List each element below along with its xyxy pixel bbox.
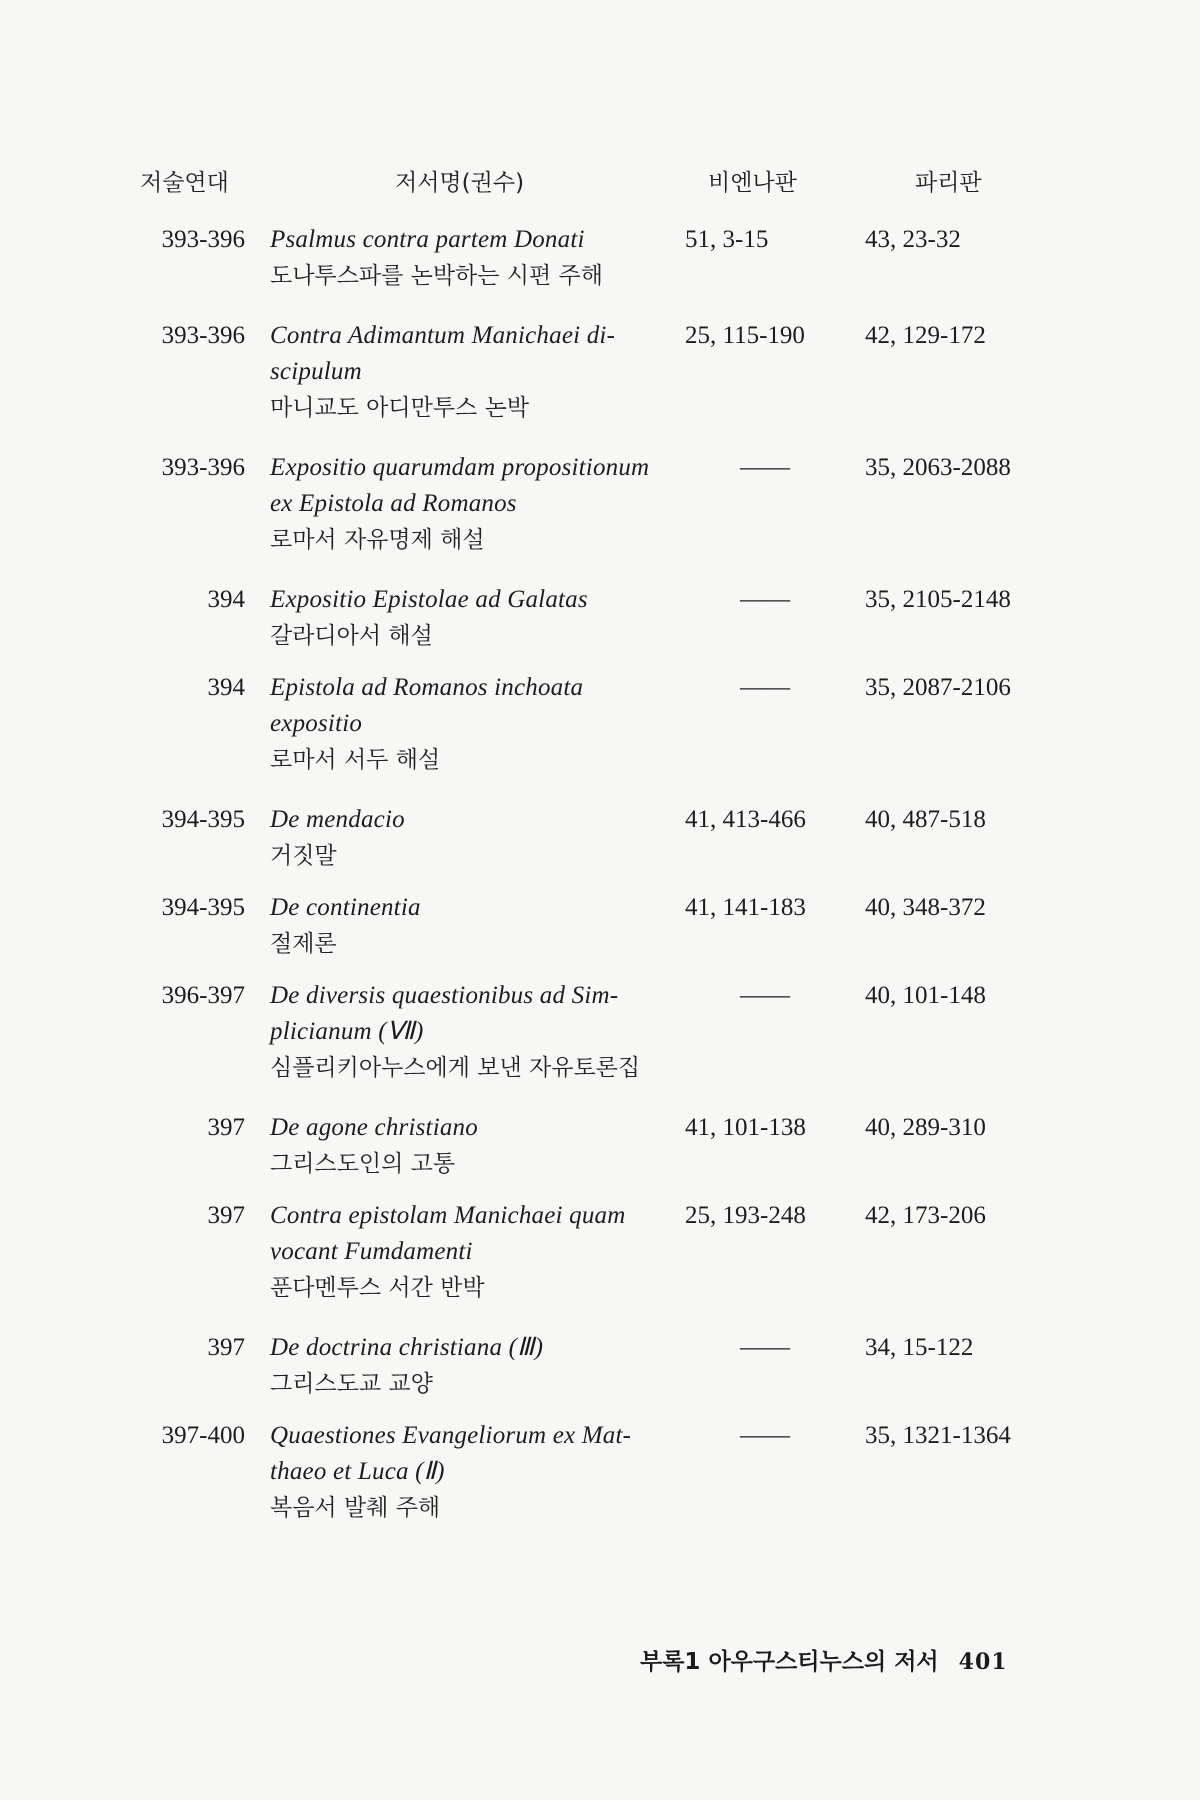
table-row: [0, 222, 1200, 289]
table-row: [0, 978, 1200, 1081]
entry-korean-title: 거짓말: [270, 843, 337, 869]
entry-korean-title: 마니교도 아디만투스 논박: [270, 395, 530, 421]
header-paris-edition: 파리판: [915, 170, 982, 196]
entry-korean-title: 그리스도인의 고통: [270, 1151, 456, 1177]
entry-latin-title: De diversis quaestionibus ad Sim- plicianum (Ⅶ): [270, 982, 619, 1045]
header-year: 저술연대: [140, 170, 229, 196]
entry-year: 396-397: [161, 982, 245, 1009]
table-row: [0, 1198, 1200, 1301]
entry-title: [270, 978, 690, 1086]
entry-title: [270, 318, 690, 426]
entry-korean-title: 푼다멘투스 서간 반박: [270, 1275, 485, 1301]
entry-paris-ref: 42, 173-206: [865, 1202, 986, 1229]
entry-korean-title: 절제론: [270, 931, 337, 957]
entry-year: 394: [207, 586, 245, 613]
entry-latin-title: Epistola ad Romanos inchoata expositio: [270, 674, 584, 737]
entry-title: [270, 670, 690, 778]
entry-latin-title: Contra epistolam Manichaei quam vocant Fumdamenti: [270, 1202, 626, 1265]
entry-year: 397: [207, 1114, 245, 1141]
entry-year: 393-396: [161, 226, 245, 253]
entry-title: [270, 450, 690, 558]
entry-paris-ref: 43, 23-32: [865, 226, 961, 253]
entry-korean-title: 그리스도교 교양: [270, 1371, 433, 1397]
entry-title: [270, 1418, 690, 1526]
entry-title: [270, 1330, 690, 1402]
header-vienna-edition: 비엔나판: [708, 170, 797, 196]
page-footer: [640, 1643, 1008, 1676]
entry-latin-title: Expositio Epistolae ad Galatas: [270, 586, 588, 613]
entry-year: 393-396: [161, 454, 245, 481]
entry-year: 394-395: [161, 894, 245, 921]
entry-title: [270, 222, 690, 294]
table-row: [0, 802, 1200, 869]
entry-vienna-ref: ——: [740, 454, 790, 481]
entry-year: 393-396: [161, 322, 245, 349]
entry-latin-title: De continentia: [270, 894, 421, 921]
entry-year: 394-395: [161, 806, 245, 833]
footer-section-title: 부록1 아우구스티누스의 저서: [640, 1649, 939, 1675]
entry-vienna-ref: 41, 141-183: [685, 894, 806, 921]
entry-paris-ref: 35, 2087-2106: [865, 674, 1011, 701]
entry-title: [270, 1110, 690, 1182]
entry-latin-title: De agone christiano: [270, 1114, 478, 1141]
entry-year: 397: [207, 1334, 245, 1361]
entry-latin-title: De mendacio: [270, 806, 405, 833]
entry-korean-title: 갈라디아서 해설: [270, 623, 433, 649]
entry-latin-title: Psalmus contra partem Donati: [270, 226, 585, 253]
entry-korean-title: 로마서 서두 해설: [270, 747, 441, 773]
entry-vienna-ref: ——: [740, 1422, 790, 1449]
entry-korean-title: 도나투스파를 논박하는 시편 주해: [270, 263, 603, 289]
entry-vienna-ref: 25, 115-190: [685, 322, 805, 349]
table-row: [0, 670, 1200, 773]
entry-year: 397-400: [161, 1422, 245, 1449]
table-row: [0, 1110, 1200, 1177]
entry-paris-ref: 35, 1321-1364: [865, 1422, 1011, 1449]
entry-title: [270, 582, 690, 654]
entry-paris-ref: 42, 129-172: [865, 322, 986, 349]
entry-vienna-ref: 25, 193-248: [685, 1202, 806, 1229]
entry-paris-ref: 40, 101-148: [865, 982, 986, 1009]
table-header: [0, 164, 1200, 204]
table-row: [0, 450, 1200, 553]
entry-paris-ref: 40, 289-310: [865, 1114, 986, 1141]
entry-vienna-ref: ——: [740, 586, 790, 613]
entry-latin-title: Contra Adimantum Manichaei di- scipulum: [270, 322, 616, 385]
entry-korean-title: 심플리키아누스에게 보낸 자유토론집: [270, 1055, 641, 1081]
table-row: [0, 1418, 1200, 1521]
entry-latin-title: Expositio quarumdam propositionum ex Epistola ad Romanos: [270, 454, 650, 517]
header-title: 저서명(권수): [395, 170, 525, 196]
entry-year: 394: [207, 674, 245, 701]
table-row: [0, 1330, 1200, 1397]
table-row: [0, 890, 1200, 957]
entry-title: [270, 1198, 690, 1306]
entry-title: [270, 890, 690, 962]
entry-vienna-ref: ——: [740, 674, 790, 701]
entry-vienna-ref: 41, 413-466: [685, 806, 806, 833]
entry-paris-ref: 34, 15-122: [865, 1334, 974, 1361]
table-row: [0, 582, 1200, 649]
entry-title: [270, 802, 690, 874]
entry-vienna-ref: 51, 3-15: [685, 226, 769, 253]
entry-korean-title: 복음서 발췌 주해: [270, 1495, 441, 1521]
entry-year: 397: [207, 1202, 245, 1229]
entry-paris-ref: 40, 487-518: [865, 806, 986, 833]
entry-vienna-ref: ——: [740, 982, 790, 1009]
entry-vienna-ref: 41, 101-138: [685, 1114, 806, 1141]
entry-paris-ref: 35, 2063-2088: [865, 454, 1011, 481]
table-row: [0, 318, 1200, 421]
entry-vienna-ref: ——: [740, 1334, 790, 1361]
page-number: 401: [958, 1649, 1008, 1675]
entry-latin-title: De doctrina christiana (Ⅲ): [270, 1334, 544, 1361]
entry-latin-title: Quaestiones Evangeliorum ex Mat- thaeo et Luca (Ⅱ): [270, 1422, 632, 1485]
entry-paris-ref: 35, 2105-2148: [865, 586, 1011, 613]
entry-paris-ref: 40, 348-372: [865, 894, 986, 921]
entry-korean-title: 로마서 자유명제 해설: [270, 527, 485, 553]
